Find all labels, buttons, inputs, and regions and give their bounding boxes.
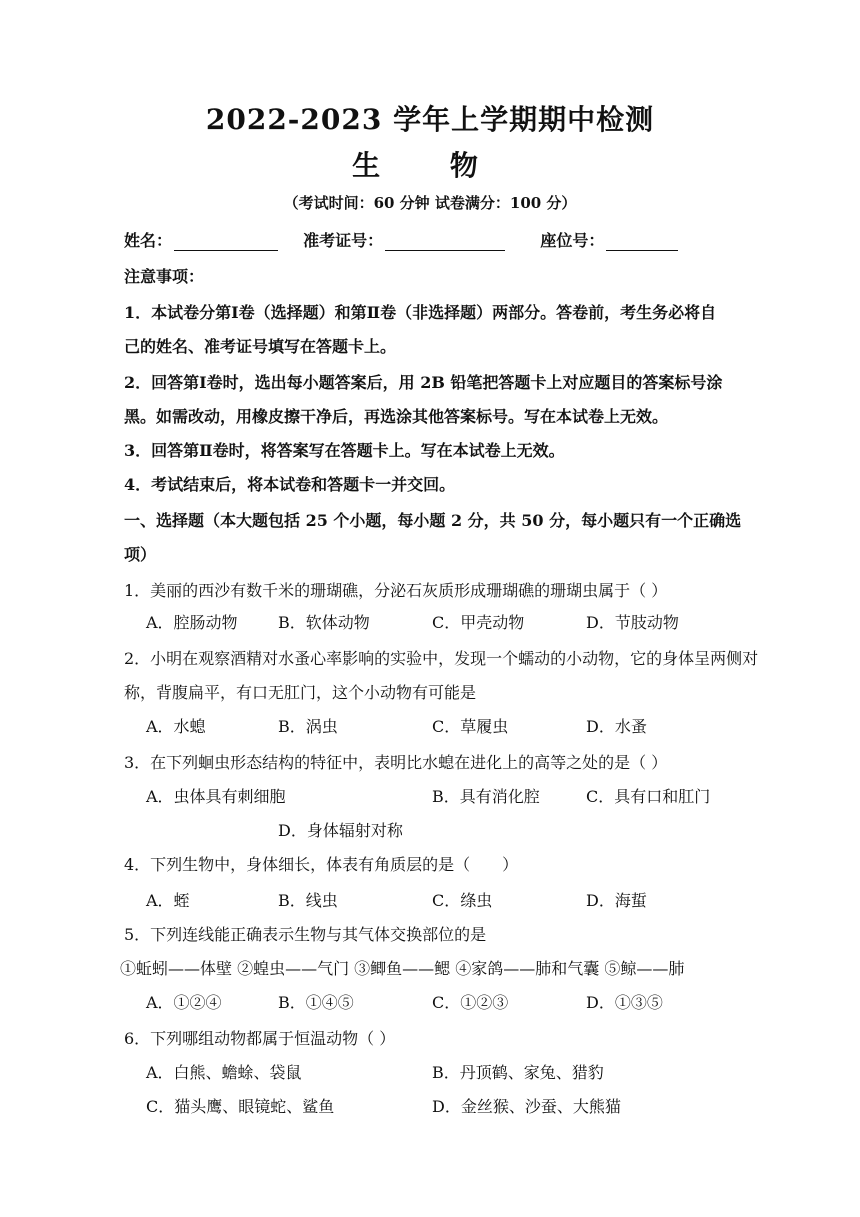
question-2-option-b[interactable]: B．涡虫 [278, 717, 338, 736]
name-label: 姓名： [124, 231, 173, 250]
question-5-pairs: ①蚯蚓——体壁 ②蝗虫——气门 ③鲫鱼——鳃 ④家鸽——肺和气囊 ⑤鲸——肺 [120, 959, 685, 978]
question-3-option-d[interactable]: D．身体辐射对称 [278, 821, 403, 840]
question-3-option-a[interactable]: A．虫体具有刺细胞 [146, 787, 286, 806]
question-6-option-a[interactable]: A．白熊、蟾蜍、袋鼠 [146, 1063, 302, 1082]
question-1-stem: 1．美丽的西沙有数千米的珊瑚礁，分泌石灰质形成珊瑚礁的珊瑚虫属于（ ） [124, 581, 668, 600]
question-6-option-c[interactable]: C．猫头鹰、眼镜蛇、鲨鱼 [146, 1097, 335, 1116]
question-2-stem-line-2: 称，背腹扁平，有口无肛门，这个小动物有可能是 [124, 683, 477, 702]
question-6-stem: 6．下列哪组动物都属于恒温动物（ ） [124, 1029, 396, 1048]
question-4-option-d[interactable]: D．海蜇 [586, 891, 647, 910]
question-1-option-d[interactable]: D．节肢动物 [586, 613, 679, 632]
question-2-stem-line-1: 2．小明在观察酒精对水蚤心率影响的实验中，发现一个蠕动的小动物，它的身体呈两侧对 [124, 649, 759, 668]
note-3: 3．回答第Ⅱ卷时，将答案写在答题卡上。写在本试卷上无效。 [124, 441, 565, 460]
note-1-line-1: 1．本试卷分第Ⅰ卷（选择题）和第Ⅱ卷（非选择题）两部分。答卷前，考生务必将自 [124, 303, 717, 322]
question-2-option-c[interactable]: C．草履虫 [432, 717, 509, 736]
question-1-option-c[interactable]: C．甲壳动物 [432, 613, 525, 632]
notes-heading: 注意事项： [124, 267, 205, 286]
seat-blank[interactable] [606, 234, 678, 251]
question-3-option-b[interactable]: B．具有消化腔 [432, 787, 540, 806]
question-4-stem: 4．下列生物中，身体细长，体表有角质层的是（ ） [124, 855, 519, 874]
question-5-stem: 5．下列连线能正确表示生物与其气体交换部位的是 [124, 925, 487, 944]
question-1-option-b[interactable]: B．软体动物 [278, 613, 370, 632]
exam-title: 2022-2023 学年上学期期中检测 [205, 103, 655, 136]
question-3-stem: 3．在下列蛔虫形态结构的特征中，表明比水螅在进化上的高等之处的是（ ） [124, 753, 668, 772]
question-5-option-a[interactable]: A．①②④ [146, 993, 222, 1012]
seat-label: 座位号： [540, 231, 605, 250]
question-5-option-b[interactable]: B．①④⑤ [278, 993, 354, 1012]
question-6-option-b[interactable]: B．丹顶鹤、家兔、猎豹 [432, 1063, 604, 1082]
section-heading-line-2: 项） [124, 545, 157, 564]
question-4-option-b[interactable]: B．线虫 [278, 891, 338, 910]
note-4: 4．考试结束后，将本试卷和答题卡一并交回。 [124, 475, 456, 494]
question-5-option-d[interactable]: D．①③⑤ [586, 993, 663, 1012]
note-2-line-2: 黑。如需改动，用橡皮擦干净后，再选涂其他答案标号。写在本试卷上无效。 [124, 407, 669, 426]
exam-number-blank[interactable] [385, 234, 505, 251]
student-info-row [124, 228, 678, 251]
subject-title: 生 物 [352, 149, 508, 182]
question-1-option-a[interactable]: A．腔肠动物 [146, 613, 238, 632]
note-1-line-2: 己的姓名、准考证号填写在答题卡上。 [124, 337, 397, 356]
question-5-option-c[interactable]: C．①②③ [432, 993, 509, 1012]
question-4-option-c[interactable]: C．绦虫 [432, 891, 493, 910]
section-heading-line-1: 一、选择题（本大题包括 25 个小题，每小题 2 分，共 50 分，每小题只有一个正确选 [124, 511, 742, 530]
question-2-option-d[interactable]: D．水蚤 [586, 717, 647, 736]
exam-meta: （考试时间：60 分钟 试卷满分：100 分） [283, 194, 577, 212]
name-blank[interactable] [174, 234, 278, 251]
exam-number-label: 准考证号： [303, 231, 384, 250]
question-6-option-d[interactable]: D．金丝猴、沙蚕、大熊猫 [432, 1097, 621, 1116]
question-3-option-c[interactable]: C．具有口和肛门 [586, 787, 711, 806]
question-4-option-a[interactable]: A．蛭 [146, 891, 190, 910]
question-2-option-a[interactable]: A．水螅 [146, 717, 206, 736]
note-2-line-1: 2．回答第Ⅰ卷时，选出每小题答案后，用 2B 铅笔把答题卡上对应题目的答案标号涂 [124, 373, 723, 392]
